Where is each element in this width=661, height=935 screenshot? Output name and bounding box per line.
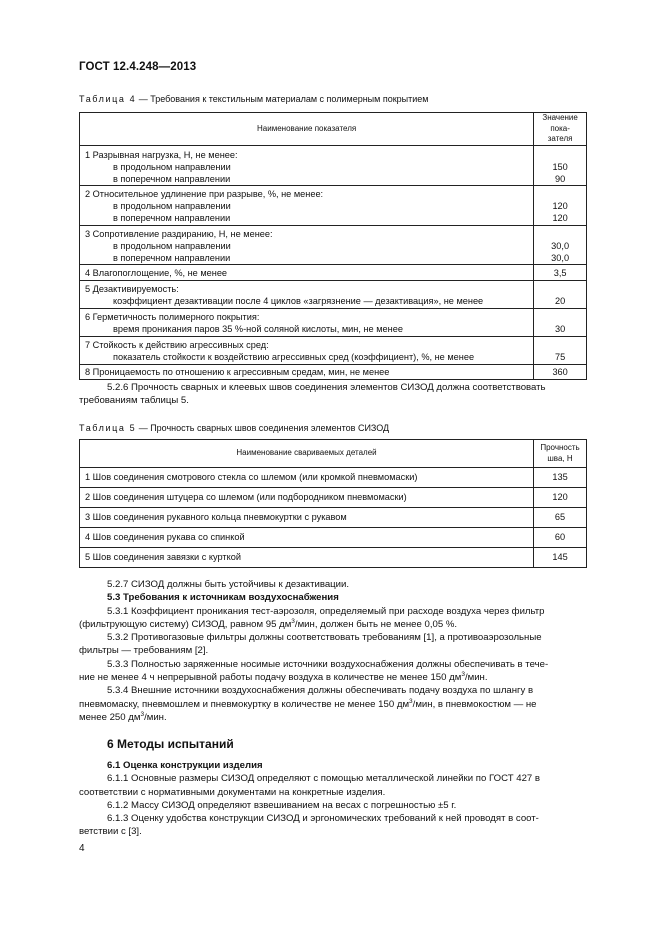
section-5-3-text [79,578,587,724]
table4-group-row [80,145,587,186]
table4-row-value: 30,0 [551,240,570,251]
section-6-1-text [79,759,587,839]
paragraph-5-3-4-line3: менее 250 $дм^3$/мин. [79,710,167,723]
table4-row-label: 2 Относительное удлинение при разрыве, %, не менее: [85,189,324,200]
table4-row-value [534,283,586,295]
table4-row-label: 5 Дезактивируемость: [85,284,179,295]
table4-row-value [534,228,586,240]
table4-row-label: 8 Проницаемость по отношению к агрессивным средам, мин, не менее [85,367,390,378]
table4-row-label: 3 Сопротивление раздиранию, Н, не менее: [85,228,273,239]
table5-header-row [80,440,587,468]
table4-row-label: 7 Стойкость к действию агрессивных сред: [85,340,269,351]
table4-row-value: 120 [552,213,568,224]
paragraph-6-1-3-line2: ветствии с [3]. [79,826,142,838]
table4-row-label: в поперечном направлении [113,213,231,224]
table4-row-label: в продольном направлении [113,201,231,212]
table4-row-value: 30 [555,324,566,335]
table4-row-value [534,311,586,323]
table4-row-value: 20 [555,296,566,307]
table5-row [80,488,587,508]
paragraph-5-3-2-line1: 5.3.2 Противогазовые фильтры должны соответствовать требованиям [1], а противоаэрозольные [107,632,542,644]
table5-row [80,508,587,528]
table4-row-value: 120 [552,201,568,212]
table5-row-label: 5 Шов соединения завязки с курткой [80,548,534,568]
table4-row-value [534,149,586,161]
paragraph-5-3-2-line2: фильтры — требованиям [2]. [79,645,209,657]
table4-row-label: в поперечном направлении [113,173,231,184]
paragraph-5-2-7: 5.2.7 СИЗОД должны быть устойчивы к дезактивации. [107,579,350,590]
table4-row-label: 4 Влагопоглощение, %, не менее [85,268,228,279]
section-6-heading: 6 Методы испытаний [107,737,234,751]
table5 [79,439,587,568]
table4-caption-text: — Требования к текстильным материалам с полимерным покрытием [136,94,429,104]
table4-row-label: в продольном направлении [113,240,231,251]
table4-row-value: 90 [555,173,566,184]
table5-caption [79,423,389,433]
table5-row [80,468,587,488]
paragraph-5-3-4-line1: 5.3.4 Внешние источники воздухоснабжения должны обеспечивать подачу воздуха по шлангу в [107,685,534,697]
table5-col-name-header: Наименование свариваемых деталей [80,440,534,468]
table5-caption-text: — Прочность сварных швов соединения элементов СИЗОД [136,423,390,433]
table5-col-value-header: Прочность шва, Н [534,440,587,468]
table5-row-value: 120 [534,488,587,508]
table4-row-label: показатель стойкости к воздействию агрессивных сред (коэффициент), %, не менее [113,352,475,363]
paragraph-6-1-2: 6.1.2 Массу СИЗОД определяют взвешиванием на весах с погрешностью ±5 г. [107,799,457,811]
table5-row-value: 60 [534,528,587,548]
table4-row-value: 30,0 [551,253,570,263]
table5-row-value: 65 [534,508,587,528]
table5-row-label: 2 Шов соединения штуцера со шлемом (или подбородником пневмомаски) [80,488,534,508]
table4-group-row [80,186,587,226]
table4-col-value-header: Значение пока- зателя [534,113,587,146]
table4-row-value: 75 [555,352,566,363]
table4-row-label: в поперечном направлении [113,253,231,263]
table4-row-value [534,188,586,200]
table4-row [80,265,587,281]
table4-row-label: коэффициент дезактивации после 4 циклов «загрязнение — дезактивация», не менее [113,296,484,307]
table4-row-label: 1 Разрывная нагрузка, Н, не менее: [85,149,238,160]
paragraph-5-2-6 [79,381,587,408]
table4-header-row [80,113,587,146]
table5-row-value: 135 [534,468,587,488]
table4-caption-prefix: Таблица 4 [79,94,137,104]
document-code-header: ГОСТ 12.4.248—2013 [79,61,197,73]
table4-group-row [80,337,587,365]
table5-caption-prefix: Таблица 5 [79,423,137,433]
paragraph-6-1-3-line1: 6.1.3 Оценку удобства конструкции СИЗОД и эргономических требований к ней проводят в соот- [107,813,539,825]
paragraph-6-1-1-line1: 6.1.1 Основные размеры СИЗОД определяют с помощью металлической линейки по ГОСТ 427 в [107,773,540,785]
table4-row-label: в продольном направлении [113,161,231,172]
paragraph-5-3-1-line2: (фильтрующую систему) СИЗОД, равном 95 $дм^3$/мин, должен быть не менее 0,05 %. [79,617,458,630]
paragraph-5-3-1-line1: 5.3.1 Коэффициент проникания тест-аэрозоля, определяемый при расходе воздуха через фильтр [107,605,545,617]
table4-row-label: 6 Герметичность полимерного покрытия: [85,312,260,323]
paragraph-5-3-3-line1: 5.3.3 Полностью заряженные носимые источники воздухоснабжения должны обеспечивать в тече- [107,658,549,670]
paragraph-line: 5.2.6 Прочность сварных и клеевых швов соединения элементов СИЗОД должна соответствовать [107,382,546,393]
table4-group-row [80,281,587,309]
table5-row-label: 4 Шов соединения рукава со спинкой [80,528,534,548]
table5-row-value: 145 [534,548,587,568]
table4-row-value [534,339,586,351]
table4-row [80,365,587,380]
table4-caption [79,94,428,104]
paragraph-5-3-3-line2: ние не менее 4 ч непрерывной работы подачу воздуха в количестве не менее 150 $дм^3$/мин. [79,670,488,684]
paragraph-5-3-4-line2: пневмомаску, пневмошлем и пневмокуртку в количестве не менее 150 $дм^3$/мин, в пневмокостюм — не [79,697,537,710]
table5-row [80,528,587,548]
table4 [79,112,587,380]
paragraph-line: требованиям таблицы 5. [79,395,189,407]
heading-6-1: 6.1 Оценка конструкции изделия [107,760,263,771]
table4-group-row [80,309,587,337]
table5-row-label: 3 Шов соединения рукавного кольца пневмокуртки с рукавом [80,508,534,528]
paragraph-6-1-1-line2: соответствии с нормативными документами на конкретные изделия. [79,786,386,798]
table5-row-label: 1 Шов соединения смотрового стекла со шлемом (или кромкой пневмомаски) [80,468,534,488]
table4-row-value: 360 [552,367,568,378]
page-number: 4 [79,843,85,854]
table4-group-row [80,225,587,265]
table5-row [80,548,587,568]
table4-col-name-header: Наименование показателя [80,113,534,146]
table4-row-value: 150 [552,161,568,172]
table4-row-value: 3,5 [553,268,567,279]
table4-row-label: время проникания паров 35 %-ной соляной кислоты, мин, не менее [113,324,403,335]
heading-5-3: 5.3 Требования к источникам воздухоснабжения [107,592,339,604]
